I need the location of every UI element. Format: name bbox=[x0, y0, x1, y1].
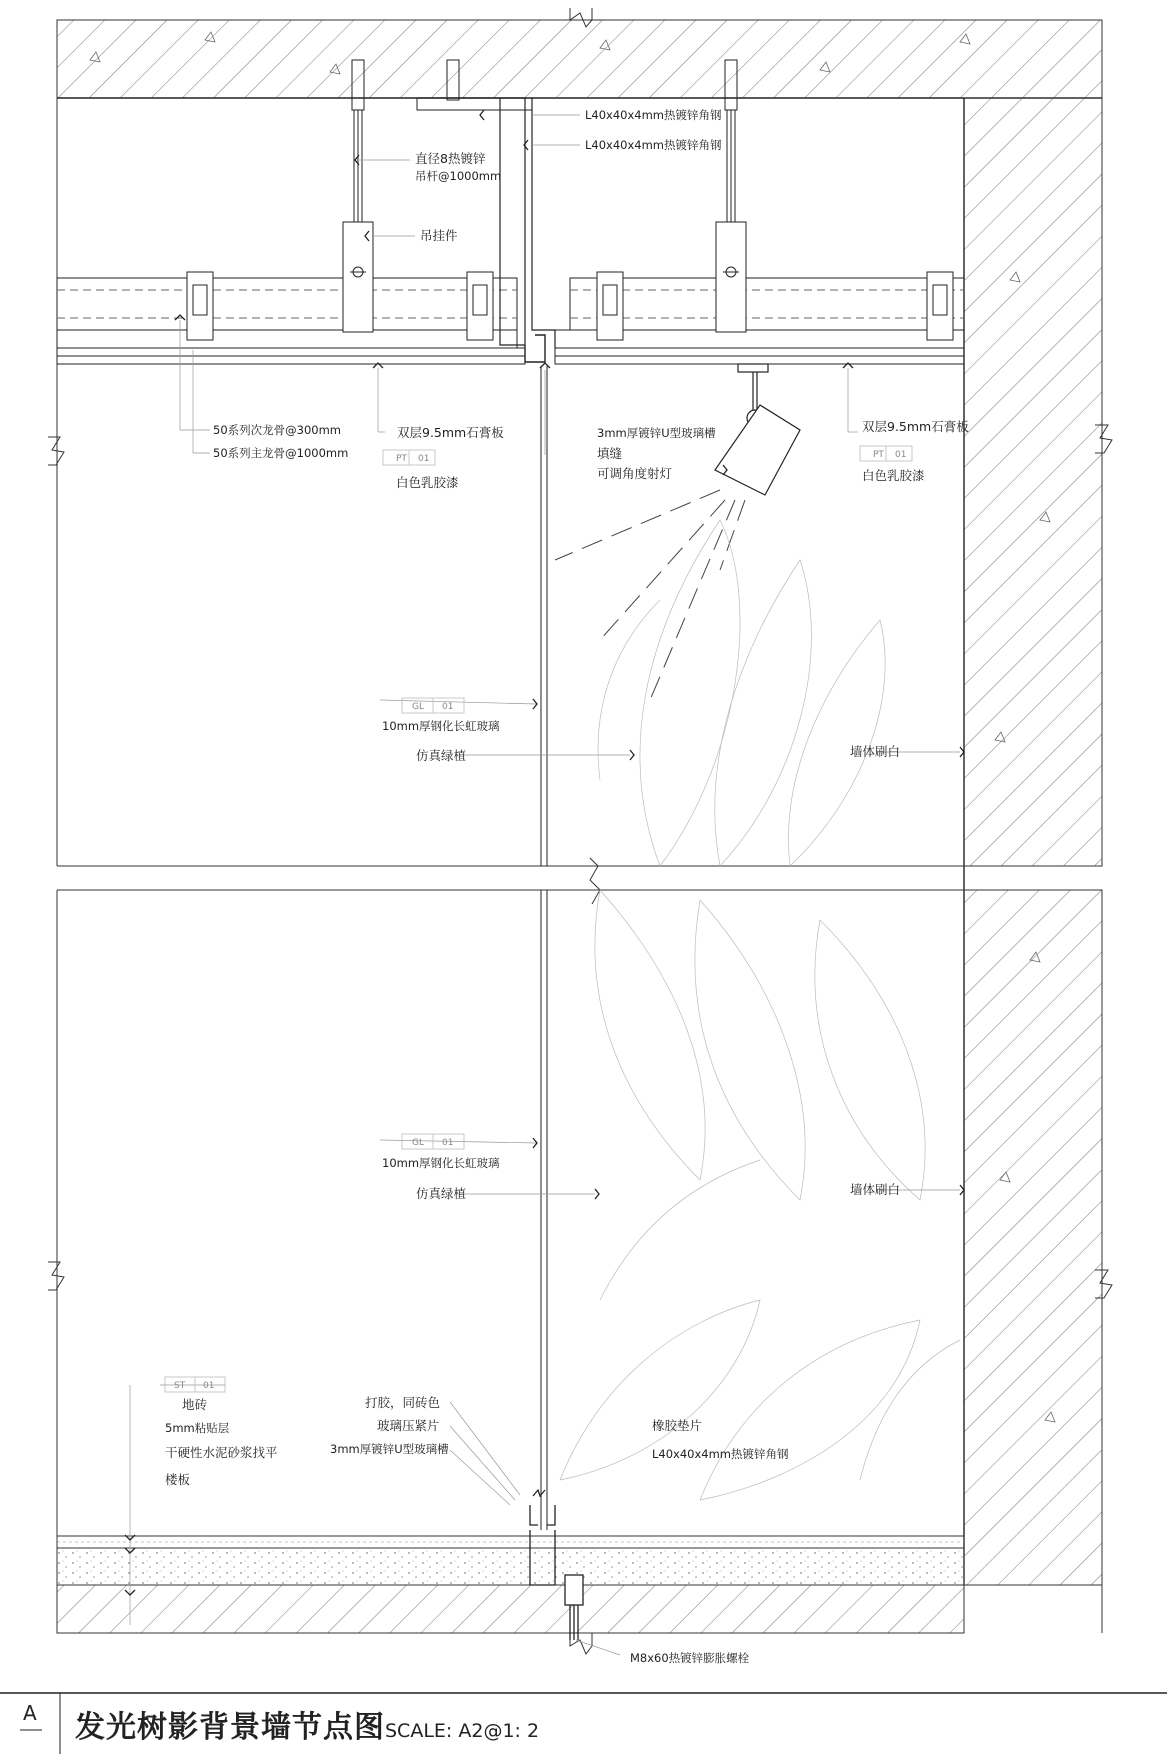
label-wall-lower: 墙体刷白 bbox=[850, 1182, 901, 1197]
tag-st-floor-b: 01 bbox=[203, 1381, 215, 1391]
label-sub-keel: 50系列次龙骨@300mm bbox=[213, 423, 341, 437]
label-plant-lower: 仿真绿植 bbox=[416, 1186, 467, 1201]
label-angle-steel-1: L40x40x4mm热镀锌角钢 bbox=[585, 108, 722, 122]
hanger-rods bbox=[343, 60, 746, 332]
drawing-ref-letter: A bbox=[23, 1701, 37, 1725]
label-angle-steel-bottom: L40x40x4mm热镀锌角钢 bbox=[652, 1447, 789, 1461]
frame-lines bbox=[48, 8, 1112, 1654]
label-gypsum-left: 双层9.5mm石膏板 bbox=[397, 425, 504, 440]
label-mortar: 干硬性水泥砂浆找平 bbox=[165, 1445, 278, 1460]
label-rubber-pad: 橡胶垫片 bbox=[652, 1418, 703, 1433]
tag-gl-lower-b: 01 bbox=[442, 1138, 454, 1148]
tag-gl-upper-b: 01 bbox=[442, 702, 454, 712]
light-beams bbox=[555, 490, 745, 700]
tag-st-floor-a: ST bbox=[174, 1381, 186, 1391]
label-spotlight: 可调角度射灯 bbox=[597, 466, 673, 481]
label-u-channel-top: 3mm厚镀锌U型玻璃槽 bbox=[597, 426, 716, 440]
label-hanger-rod-1: 直径8热镀锌 bbox=[415, 151, 486, 166]
label-adhesive: 5mm粘贴层 bbox=[165, 1421, 230, 1435]
label-anchor-bolt: M8x60热镀锌膨胀螺栓 bbox=[630, 1651, 750, 1665]
label-gypsum-right: 双层9.5mm石膏板 bbox=[862, 419, 969, 434]
label-wall-upper: 墙体刷白 bbox=[850, 744, 901, 759]
tag-gl-lower-a: GL bbox=[412, 1138, 424, 1148]
label-angle-steel-2: L40x40x4mm热镀锌角钢 bbox=[585, 138, 722, 152]
material-tag-boxes bbox=[165, 446, 912, 1392]
artificial-plant-leaves bbox=[560, 520, 960, 1500]
leader-arrows bbox=[125, 110, 964, 1595]
label-paint-right: 白色乳胶漆 bbox=[862, 468, 925, 483]
glass-panel bbox=[541, 366, 547, 1530]
label-slab: 楼板 bbox=[165, 1472, 191, 1487]
floor-slab bbox=[57, 1536, 964, 1633]
ceiling-slab bbox=[57, 20, 1102, 98]
label-hanger: 吊挂件 bbox=[420, 228, 458, 243]
label-plant-upper: 仿真绿植 bbox=[416, 748, 467, 763]
label-floor-tile: 地砖 bbox=[182, 1397, 208, 1412]
label-sealant: 打胶，同砖色 bbox=[365, 1395, 441, 1410]
drawing-scale: SCALE: A2@1: 2 bbox=[385, 1720, 540, 1742]
drawing-title: 发光树影背景墙节点图 bbox=[75, 1710, 385, 1745]
label-u-channel-bottom: 3mm厚镀锌U型玻璃槽 bbox=[330, 1442, 449, 1456]
tag-pt-left-a: PT bbox=[396, 454, 407, 464]
tag-pt-right-b: 01 bbox=[895, 450, 907, 460]
label-glass-upper: 10mm厚钢化长虹玻璃 bbox=[382, 719, 500, 733]
label-glass-clamp: 玻璃压紧片 bbox=[377, 1418, 440, 1433]
label-fill-joint: 填缝 bbox=[597, 446, 623, 461]
label-glass-lower: 10mm厚钢化长虹玻璃 bbox=[382, 1156, 500, 1170]
label-paint-left: 白色乳胶漆 bbox=[396, 475, 459, 490]
label-hanger-rod-2: 吊杆@1000mm bbox=[415, 169, 502, 183]
spotlight bbox=[715, 364, 800, 495]
label-main-keel: 50系列主龙骨@1000mm bbox=[213, 446, 349, 460]
tag-pt-left-b: 01 bbox=[418, 454, 430, 464]
tag-pt-right-a: PT bbox=[873, 450, 884, 460]
tag-gl-upper-a: GL bbox=[412, 702, 424, 712]
right-wall bbox=[964, 98, 1102, 1585]
